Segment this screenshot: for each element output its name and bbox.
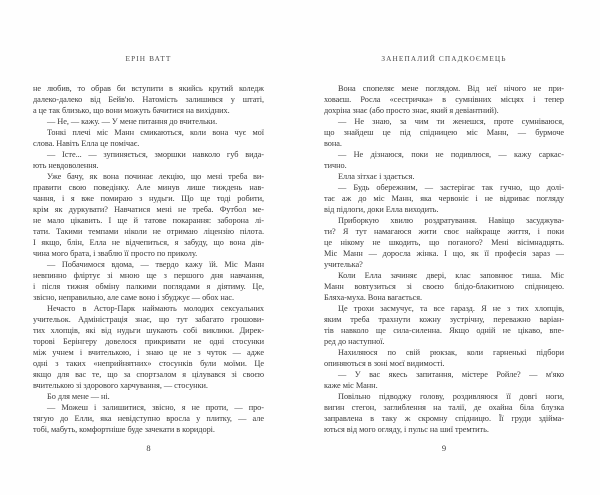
- text-line: дохріна знає (або просто знає, який я девіантний).: [324, 106, 499, 115]
- text-line: — Істе... — зупиняється, зморшки навколо губ вида-: [47, 150, 264, 159]
- text-line: чина мого брата, і зваблю її просто по приколу.: [33, 249, 198, 258]
- text-line: а це так близько, що вони можуть бачитися на вихідних.: [33, 106, 230, 115]
- text-line: тає аж до міс Манн, яка червоніє і не відриває погляду: [324, 194, 564, 203]
- text-line: одні з таких «неприйнятних» стосунків були моїми. Це: [33, 359, 264, 368]
- text-line: що знайдеш це під спідницею міс Манн, — бурмоче: [324, 128, 564, 137]
- right-page: [324, 0, 564, 495]
- text-line: вчителькою зі здорового харчування, — стосунки.: [33, 381, 208, 390]
- text-line: правити свою поведінку. Але минув лише тиждень нав-: [33, 183, 264, 192]
- text-line: — Можеш і залишитися, звісно, я не проти, — про-: [47, 403, 264, 412]
- left-page: [33, 0, 264, 495]
- text-line: Тонкі плечі міс Манн смикаються, коли вона чує мої: [47, 128, 264, 137]
- text-line: Приборкую хвилю роздратування. Навіщо засуджува-: [338, 216, 564, 225]
- text-line: торові Берінгеру довелося прикривати не одні стосунки: [33, 337, 264, 346]
- text-line: чання, і я вже помираю з нудьги. Що ще тоді робити,: [33, 194, 264, 203]
- right-page-number: 9: [441, 443, 447, 453]
- text-line: — У вас якесь запитання, містере Ройле? — м'яко: [338, 370, 564, 379]
- text-line: ють невдоволення.: [33, 161, 99, 170]
- text-line: Бо для мене — ні.: [47, 392, 110, 401]
- right-page-body-text: [324, 83, 564, 435]
- text-line: учителька?: [324, 260, 363, 269]
- text-line: тично.: [324, 161, 347, 170]
- text-line: між учнем і вчителькою, і знаю це не з чуток — адже: [33, 348, 264, 357]
- text-line: крім як дуркувати? Навчатися мені не треба. Футбол ме-: [33, 205, 264, 214]
- text-line: — Не знаю, за чим ти женешся, проте сумніваюся,: [338, 117, 564, 126]
- text-line: вона.: [324, 139, 342, 148]
- text-line: — Не дізнаюся, поки не подивлюся, — кажу саркас-: [338, 150, 564, 159]
- text-line: не мало цікавить. І ще й татове покарання: заборона лі-: [33, 216, 264, 225]
- text-line: Нахиляюся по свій рюкзак, коли гарненькі підбори: [338, 348, 564, 357]
- text-line: Повільно підводжу голову, роздивляюся її довгі ноги,: [338, 392, 564, 401]
- text-line: Манн вовтузиться зі своєю блідо-блакитною спідницею.: [324, 282, 564, 291]
- text-line: — Не, — кажу. — У мене питання до вчительки.: [47, 117, 218, 126]
- text-line: Бляха-муха. Вона вагається.: [324, 293, 423, 302]
- text-line: учительок. Адміністрація знає, що тут забагато грошови-: [33, 315, 264, 324]
- text-line: не любив, то обрав би вступити в якийсь крутий коледж: [33, 84, 264, 93]
- text-line: якщо для вас те, що за спортзалом я цілувався зі своєю: [33, 370, 264, 379]
- text-line: Коли Елла зачиняє двері, клас заповнює тиша. Міс: [338, 271, 564, 280]
- text-line: ховаєш. Росла «сестричка» в сумнівних місцях і тепер: [324, 95, 564, 104]
- text-line: ються від мого огляду, і пульс на шиї тремтить.: [324, 425, 489, 434]
- text-line: вигин стегон, заглиблення на талії, де охайна біла блузка: [324, 403, 564, 412]
- text-line: Міс Манн — доросла жінка. І що, як її професія зараз —: [324, 249, 564, 258]
- text-line: тягую до Елли, яка невідступно вросла у плитку, — але: [33, 414, 264, 423]
- text-line: опиняються в зоні моєї видимості.: [324, 359, 445, 368]
- text-line: тати. Такими темпами ніколи не отримаю ліцензію пілота.: [33, 227, 264, 236]
- text-line: Елла зітхає і здається.: [338, 172, 415, 181]
- text-line: далеко-далеко від Бейв'ю. Натомість залишився у штаті,: [33, 95, 264, 104]
- text-line: ти? Я тут намагаюся жити своє найкраще життя, і поки: [324, 227, 564, 236]
- text-line: тів навколо ще сила-силенна. Якщо одній не цікаво, впе-: [324, 326, 564, 335]
- text-line: Вона спопеляє мене поглядом. Від неї нічого не при-: [338, 84, 564, 93]
- text-line: — Будь обережним, — застерігає так гучно, що долі-: [338, 183, 564, 192]
- left-page-body-text: [33, 83, 264, 435]
- text-line: тих хлопців, які від нудьги шукають собі виклики. Дирек-: [33, 326, 264, 335]
- text-line: ред до наступної.: [324, 337, 385, 346]
- text-line: Нечасто в Астор-Парк наймають молодих сексуальних: [47, 304, 264, 313]
- text-line: тобі, мабуть, комфортніше буде зачекати в коридорі.: [33, 425, 215, 434]
- left-page-running-header: ЕРІН ВАТТ: [125, 54, 172, 63]
- text-line: Це трохи засмучує, та все гаразд. Я не з тих хлопців,: [338, 304, 564, 313]
- text-line: каже міс Манн.: [324, 381, 378, 390]
- text-line: невпинно фліртує зі мною ще з першого дня навчання,: [33, 271, 264, 280]
- text-line: І якщо, блін, Елла не відчепиться, я забуду, що вона дів-: [33, 238, 264, 247]
- left-page-number: 8: [146, 443, 151, 453]
- text-line: яким треба трахнути кожну зустрічну, переважно варіан-: [324, 315, 564, 324]
- text-line: — Побачимося вдома, — твердо кажу їй. Міс Манн: [47, 260, 264, 269]
- right-page-running-header: ЗАНЕПАЛИЙ СПАДКОЄМЕЦЬ: [381, 54, 507, 63]
- text-line: від підлоги, доки Елла виходить.: [324, 205, 439, 214]
- text-line: і після тижня обміну палкими поглядами я діятиму. Це,: [33, 282, 264, 291]
- text-line: заправлена в таку ж скромну спідницю. Її груди здійма-: [324, 414, 564, 423]
- text-line: слова. Навіть Елла це помічає.: [33, 139, 140, 148]
- text-line: Уже бачу, як вона починає лекцію, що мені треба ви-: [47, 172, 264, 181]
- text-line: це нікому не шкодить, що поганого? Мені вісімнадцять.: [324, 238, 564, 247]
- text-line: звісно, неправильно, але саме воно і збуджує — обох нас.: [33, 293, 235, 302]
